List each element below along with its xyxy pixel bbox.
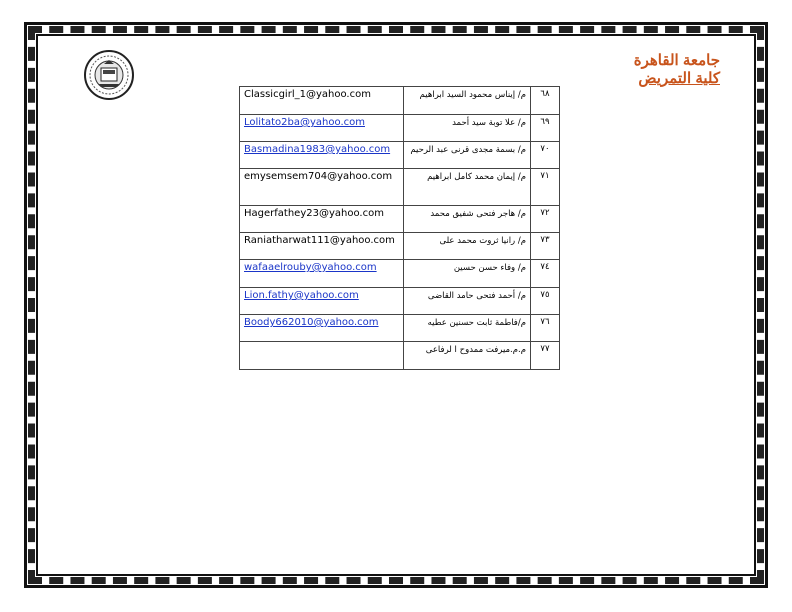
email-cell[interactable]: Boody662010@yahoo.com — [240, 315, 404, 342]
table-row — [240, 206, 560, 233]
row-number-cell: ٧٠ — [531, 142, 560, 169]
row-number-cell: ٧٤ — [531, 260, 560, 288]
table-row — [240, 288, 560, 315]
faculty-name: كلية التمريض — [638, 70, 720, 87]
table-row — [240, 142, 560, 169]
contacts-table — [239, 86, 560, 370]
university-name: جامعة القاهرة — [633, 52, 720, 69]
row-number-cell: ٧٧ — [531, 342, 560, 370]
row-number-cell: ٧٥ — [531, 288, 560, 315]
name-cell: م/ علا توبة سيد أحمد — [404, 115, 531, 142]
row-number-cell: ٧٣ — [531, 233, 560, 260]
table-row — [240, 115, 560, 142]
email-cell: Classicgirl_1@yahoo.com — [240, 87, 404, 115]
table-row — [240, 233, 560, 260]
table-row — [240, 260, 560, 288]
email-cell — [240, 342, 404, 370]
name-cell: م/ هاجر فتحى شفيق محمد — [404, 206, 531, 233]
email-cell[interactable]: Lion.fathy@yahoo.com — [240, 288, 404, 315]
university-seal-icon — [84, 50, 134, 100]
email-cell[interactable]: Lolitato2ba@yahoo.com — [240, 115, 404, 142]
email-cell: Raniatharwat111@yahoo.com — [240, 233, 404, 260]
document-header — [634, 52, 720, 88]
table-row — [240, 87, 560, 115]
name-cell: م/ وفاء حسن حسين — [404, 260, 531, 288]
row-number-cell: ٦٩ — [531, 115, 560, 142]
email-cell[interactable]: wafaaelrouby@yahoo.com — [240, 260, 404, 288]
name-cell: م/فاطمة ثابت حسنين عطيه — [404, 315, 531, 342]
table-row — [240, 315, 560, 342]
row-number-cell: ٧١ — [531, 169, 560, 206]
table-row — [240, 169, 560, 206]
name-cell: م/ رانيا ثروت محمد على — [404, 233, 531, 260]
row-number-cell: ٦٨ — [531, 87, 560, 115]
name-cell: م/ أحمد فتحى حامد القاضى — [404, 288, 531, 315]
email-cell[interactable]: Basmadina1983@yahoo.com — [240, 142, 404, 169]
name-cell: م/ بسمة مجدى قرنى عبد الرحيم — [404, 142, 531, 169]
email-cell: emysemsem704@yahoo.com — [240, 169, 404, 206]
name-cell: م.م.ميرفت ممدوح ا لرفاعى — [404, 342, 531, 370]
row-number-cell: ٧٢ — [531, 206, 560, 233]
name-cell: م/ إيناس محمود السيد ابراهيم — [404, 87, 531, 115]
row-number-cell: ٧٦ — [531, 315, 560, 342]
table-row — [240, 342, 560, 370]
email-cell: Hagerfathey23@yahoo.com — [240, 206, 404, 233]
name-cell: م/ إيمان محمد كامل ابراهيم — [404, 169, 531, 206]
